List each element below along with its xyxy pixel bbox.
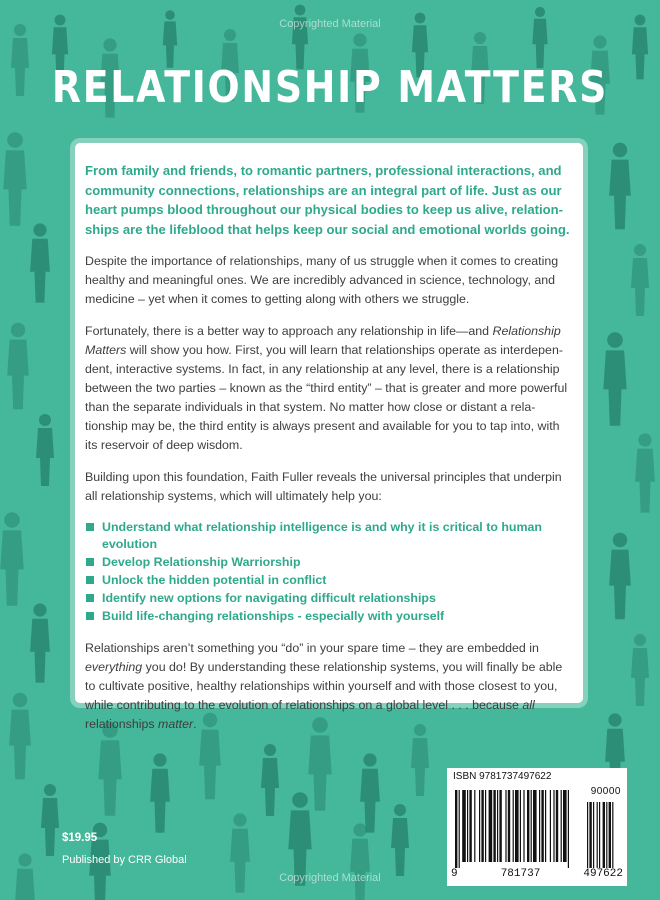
- person-silhouette: [635, 433, 655, 512]
- barcode-bar: [497, 790, 498, 862]
- barcode-bar: [523, 790, 524, 862]
- isbn-label: ISBN 9781737497622: [453, 771, 552, 782]
- text-run: Fortunately, there is a better way to approach any relationship in life—and: [85, 324, 493, 338]
- benefit-text: Understand what relationship intelligence is and why it is critical to human evolution: [102, 520, 542, 551]
- barcode-bar: [499, 790, 501, 862]
- bullet-square-icon: [86, 523, 94, 531]
- barcode-digit-group-2: 497622: [583, 868, 623, 880]
- watermark-top: Copyrighted Material: [279, 18, 381, 30]
- text-run: relationships: [85, 717, 159, 731]
- barcode-addon-bar: [603, 802, 605, 868]
- barcode-addon-bar: [597, 802, 598, 868]
- blurb-paragraph-2: [85, 322, 573, 455]
- person-silhouette: [391, 804, 409, 876]
- text-italic: matter: [158, 717, 194, 731]
- barcode-bar: [550, 790, 551, 862]
- barcode-bar: [462, 790, 466, 862]
- barcode-bar: [467, 790, 468, 862]
- blurb-paragraph-1: Despite the importance of relationships, many of us struggle when it comes to creating healthy and meaningful ones. We are incredibly advanced in science, technology, and medicine – yet when it comes to getting along with others we struggle.: [85, 254, 559, 306]
- barcode-bar: [515, 790, 519, 862]
- benefit-item: [85, 608, 573, 625]
- barcode-bar: [545, 790, 546, 862]
- barcode-bar: [531, 790, 532, 862]
- text-italic: everything: [85, 660, 143, 674]
- barcode-addon-bar: [606, 802, 607, 868]
- barcode-bar: [505, 790, 506, 862]
- barcode-bar: [539, 790, 540, 862]
- person-silhouette: [36, 414, 54, 486]
- text-run: you do! By understanding these relationship systems, you will finally be able to cultivate positive, healthy relationships within yourself and with those closest to you, while contributing to the evolution of relationships on a global level . . . because: [85, 660, 563, 712]
- barcode-bar: [561, 790, 562, 862]
- barcode-bar: [479, 790, 480, 862]
- benefit-item: [85, 572, 573, 589]
- benefit-item: [85, 590, 573, 607]
- barcode-bar: [455, 790, 457, 868]
- price-label: $19.95: [62, 832, 98, 844]
- watermark-bottom: Copyrighted Material: [279, 872, 381, 884]
- cover-title: RELATIONSHIP MATTERS: [51, 62, 609, 113]
- barcode-addon-bar: [599, 802, 600, 868]
- barcode-bar: [556, 790, 558, 862]
- barcode-addon-bar: [612, 802, 613, 868]
- barcode-addon-bar: [593, 802, 594, 868]
- person-silhouette: [603, 332, 626, 426]
- barcode-bar: [485, 790, 486, 862]
- person-silhouette: [261, 744, 279, 816]
- barcode-bar: [568, 790, 569, 868]
- benefit-text: Build life-changing relationships - especially with yourself: [102, 609, 445, 623]
- book-title-italic: Relationship Matters: [85, 324, 561, 357]
- bullet-square-icon: [86, 576, 94, 584]
- barcode-addon-bar: [609, 802, 611, 868]
- person-silhouette: [350, 823, 370, 900]
- price-addon-code: 90000: [590, 786, 621, 797]
- benefit-list: [85, 519, 573, 625]
- text-italic: all: [522, 698, 535, 712]
- person-silhouette: [98, 722, 121, 816]
- barcode-bar: [493, 790, 495, 862]
- blurb-panel: [75, 143, 583, 731]
- barcode-addon-bar: [587, 802, 588, 868]
- barcode-bar: [469, 790, 471, 862]
- text-run: Relationships aren’t something you “do” in your spare time – they are embedded in: [85, 641, 539, 655]
- barcode-bar: [489, 790, 493, 862]
- person-silhouette: [609, 533, 631, 619]
- barcode-bar: [508, 790, 510, 862]
- barcode-digits: [451, 868, 623, 880]
- person-silhouette: [41, 784, 59, 856]
- person-silhouette: [150, 753, 170, 832]
- person-silhouette: [11, 24, 29, 96]
- person-silhouette: [9, 693, 31, 779]
- person-silhouette: [532, 7, 547, 68]
- barcode-addon-bar: [589, 802, 591, 868]
- text-run: will show you how. First, you will learn that relationships operate as interdependent, interactive systems. In fact, in any relationship at any level, there is a relationship between the two parties – known as the “third entity” – that is greater and more powerful than the separate individuals in that system. No matter how close or distant a relationship may be, the third entity is always present and available for you to tap into, with its reservoir of deep wisdom.: [85, 343, 568, 452]
- person-silhouette: [292, 5, 308, 70]
- bullet-square-icon: [86, 594, 94, 602]
- barcode-bar: [527, 790, 529, 862]
- person-silhouette: [7, 323, 29, 409]
- barcode-bar: [533, 790, 537, 862]
- blurb-paragraph-4: [85, 639, 573, 734]
- barcode: [447, 768, 627, 886]
- blurb-lead: From family and friends, to romantic partners, professional interactions, and community connections, relationships are an integral part of life. Just as our heart pumps blood throughout our physical bodies to keep us alive, relationships are the lifeblood that helps keep our social and emotional worlds going.: [85, 163, 570, 237]
- barcode-bar: [481, 790, 483, 862]
- barcode-digit-prefix: 9: [451, 868, 458, 880]
- bullet-square-icon: [86, 558, 94, 566]
- person-silhouette: [631, 244, 649, 316]
- barcode-bar: [520, 790, 521, 862]
- person-silhouette: [30, 223, 50, 302]
- person-silhouette: [360, 753, 380, 832]
- barcode-bar: [459, 790, 460, 868]
- person-silhouette: [411, 724, 429, 796]
- benefit-text: Identify new options for navigating difficult relationships: [102, 591, 436, 605]
- person-silhouette: [30, 603, 50, 682]
- barcode-bar: [474, 790, 475, 862]
- barcode-bar: [541, 790, 543, 862]
- barcode-bar: [563, 790, 567, 862]
- barcode-bar: [553, 790, 554, 862]
- benefit-item: [85, 554, 573, 571]
- person-silhouette: [3, 132, 26, 226]
- text-run: .: [193, 717, 197, 731]
- person-silhouette: [631, 634, 649, 706]
- benefit-text: Develop Relationship Warriorship: [102, 555, 301, 569]
- barcode-digit-group-1: 781737: [500, 868, 541, 880]
- blurb-paragraph-3: Building upon this foundation, Faith Fuller reveals the universal principles that underpin all relationship systems, which will ultimately help you:: [85, 470, 562, 503]
- barcode-bars: [451, 786, 623, 868]
- benefit-text: Unlock the hidden potential in conflict: [102, 573, 327, 587]
- person-silhouette: [609, 143, 631, 229]
- benefit-item: [85, 519, 573, 553]
- person-silhouette: [0, 512, 23, 606]
- barcode-bar: [513, 790, 514, 862]
- bullet-square-icon: [86, 612, 94, 620]
- publisher-label: Published by CRR Global: [62, 854, 187, 866]
